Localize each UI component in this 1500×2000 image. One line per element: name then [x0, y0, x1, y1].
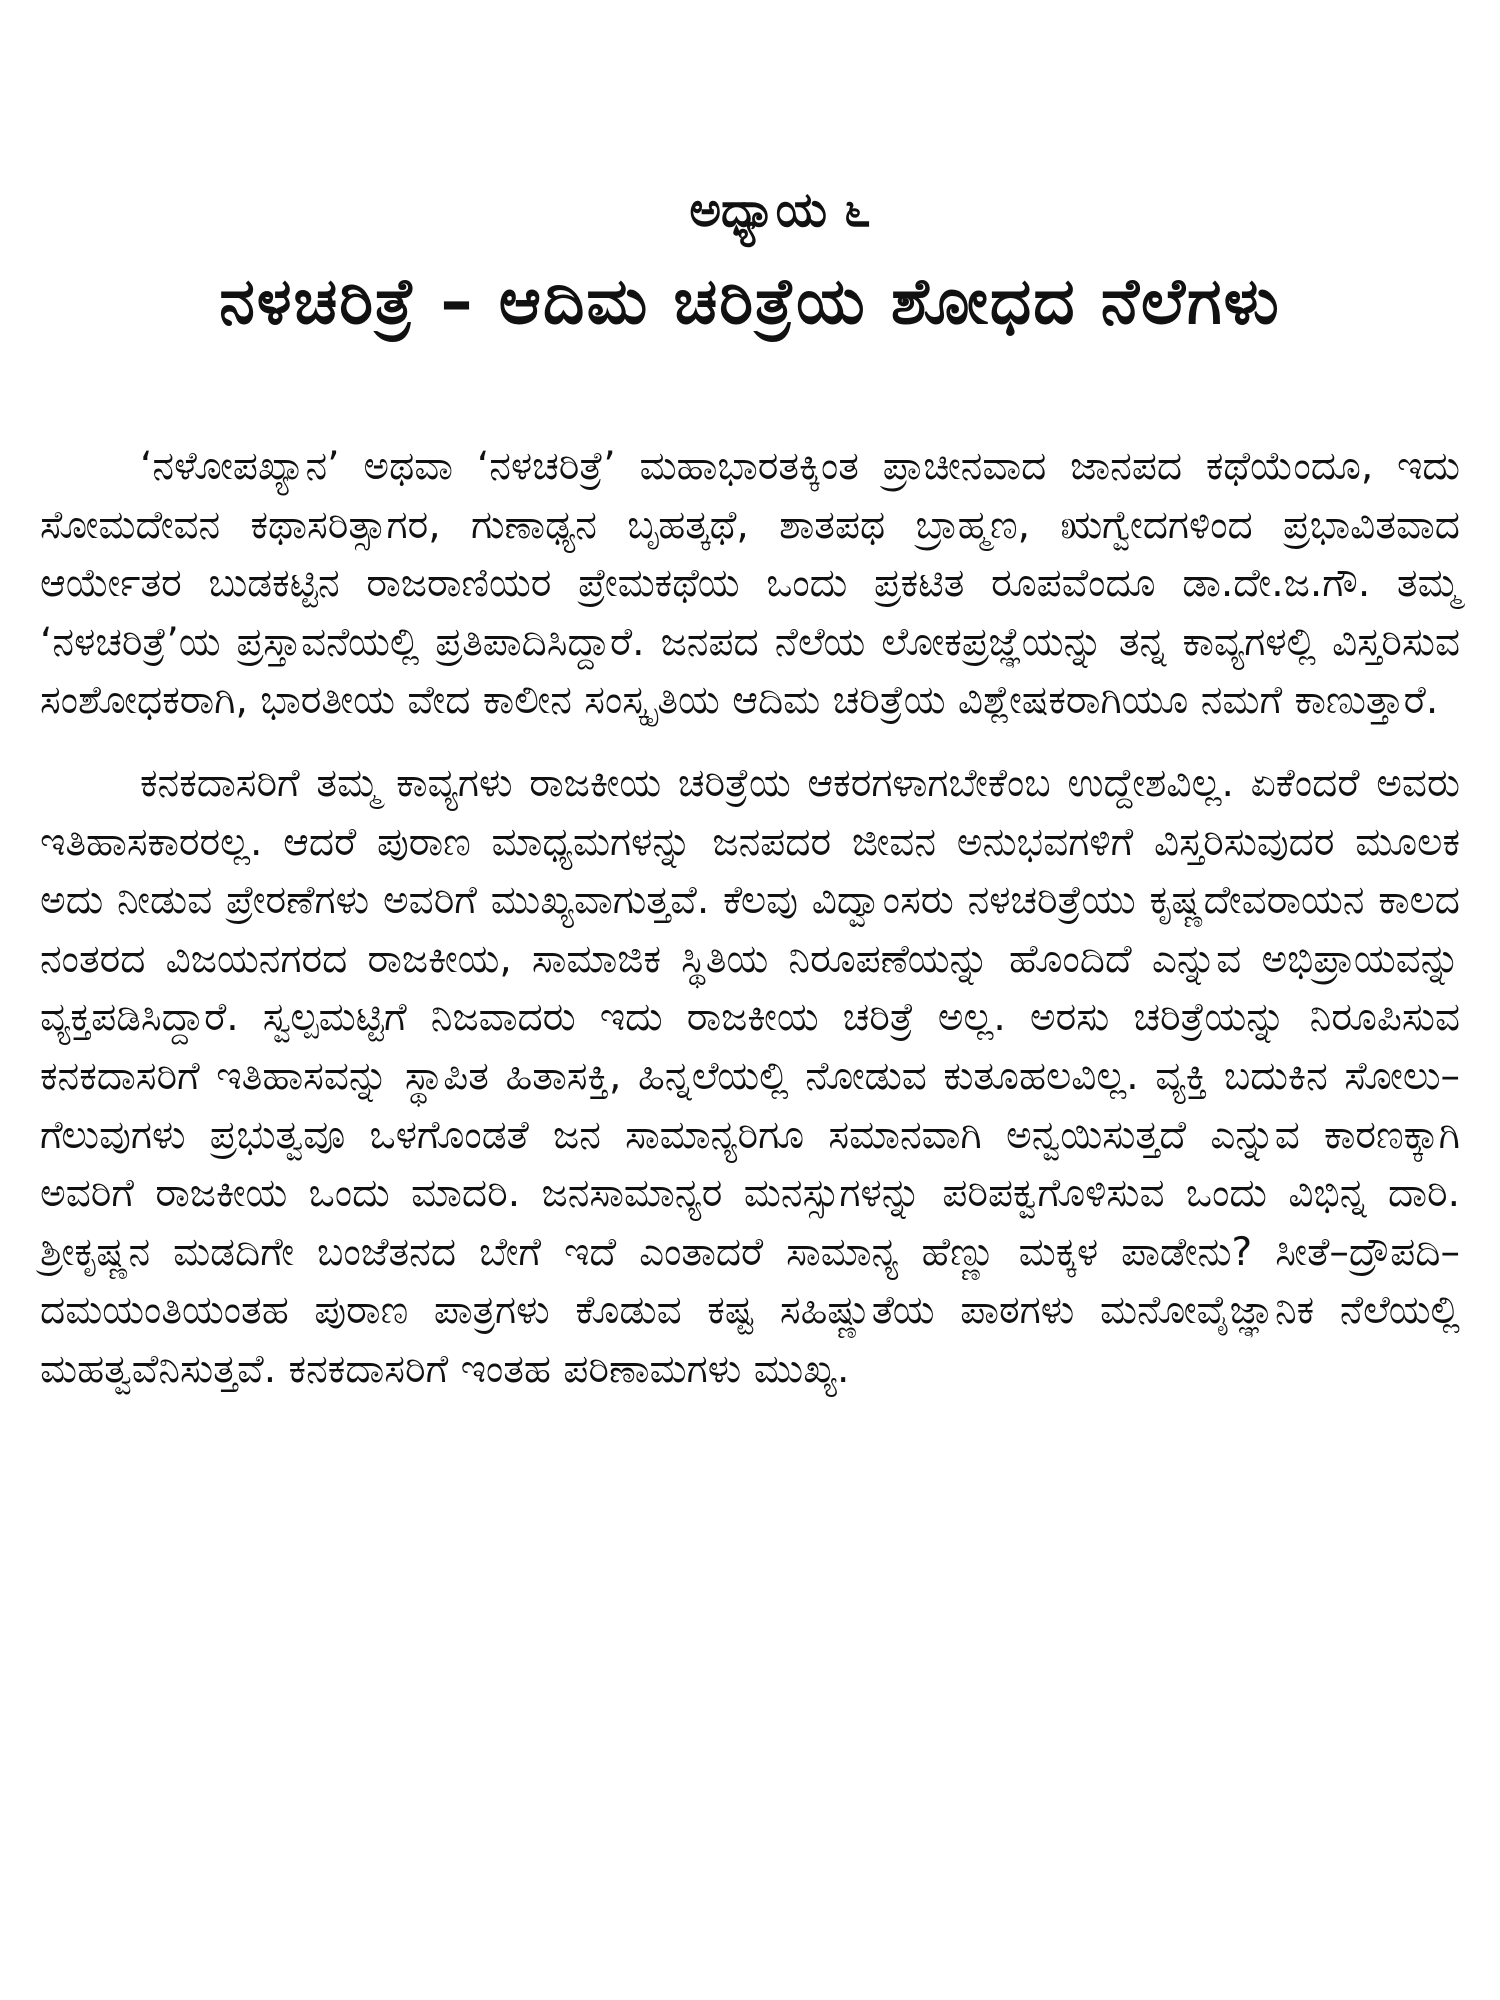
- chapter-label: ಅಧ್ಯಾಯ ೬: [689, 182, 871, 238]
- paragraph-1: ‘ನಳೋಪಖ್ಯಾನ’ ಅಥವಾ ‘ನಳಚರಿತ್ರೆ’ ಮಹಾಭಾರತಕ್ಕಿಂತ ಪ್ರಾಚೀನವಾದ ಜಾನಪದ ಕಥೆಯೆಂದೂ, ಇದು ಸೋಮದೇವನ ಕಥಾಸರಿತ್ಸಾಗರ, ಗುಣಾಢ್ಯನ ಬೃಹತ್ಕಥೆ, ಶಾತಪಥ ಬ್ರಾಹ್ಮಣ, ಋಗ್ವೇದಗಳಿಂದ ಪ್ರಭಾವಿತವಾದ ಆರ್ಯೇತರ ಬುಡಕಟ್ಟಿನ ರಾಜರಾಣಿಯರ ಪ್ರೇಮಕಥೆಯ ಒಂದು ಪ್ರಕಟಿತ ರೂಪವೆಂದೂ ಡಾ.ದೇ.ಜ.ಗೌ. ತಮ್ಮ ‘ನಳಚರಿತ್ರೆ’ಯ ಪ್ರಸ್ತಾವನೆಯಲ್ಲಿ ಪ್ರತಿಪಾದಿಸಿದ್ದಾರೆ. ಜನಪದ ನೆಲೆಯ ಲೋಕಪ್ರಜ್ಞೆಯನ್ನು ತನ್ನ ಕಾವ್ಯಗಳಲ್ಲಿ ವಿಸ್ತರಿಸುವ ಸಂಶೋಧಕರಾಗಿ, ಭಾರತೀಯ ವೇದ ಕಾಲೀನ ಸಂಸ್ಕೃತಿಯ ಆದಿಮ ಚರಿತ್ರೆಯ ವಿಶ್ಲೇಷಕರಾಗಿಯೂ ನಮಗೆ ಕಾಣುತ್ತಾರೆ.: [40, 444, 1460, 724]
- body-text: [40, 438, 1460, 1400]
- chapter-title: ನಳಚರಿತ್ರೆ – ಆದಿಮ ಚರಿತ್ರೆಯ ಶೋಧದ ನೆಲೆಗಳು: [219, 265, 1281, 339]
- paragraph-2: ಕನಕದಾಸರಿಗೆ ತಮ್ಮ ಕಾವ್ಯಗಳು ರಾಜಕೀಯ ಚರಿತ್ರೆಯ ಆಕರಗಳಾಗಬೇಕೆಂಬ ಉದ್ದೇಶವಿಲ್ಲ. ಏಕೆಂದರೆ ಅವರು ಇತಿಹಾಸಕಾರರಲ್ಲ. ಆದರೆ ಪುರಾಣ ಮಾಧ್ಯಮಗಳನ್ನು ಜನಪದರ ಜೀವನ ಅನುಭವಗಳಿಗೆ ವಿಸ್ತರಿಸುವುದರ ಮೂಲಕ ಅದು ನೀಡುವ ಪ್ರೇರಣೆಗಳು ಅವರಿಗೆ ಮುಖ್ಯವಾಗುತ್ತವೆ. ಕೆಲವು ವಿದ್ವಾಂಸರು ನಳಚರಿತ್ರೆಯು ಕೃಷ್ಣದೇವರಾಯನ ಕಾಲದ ನಂತರದ ವಿಜಯನಗರದ ರಾಜಕೀಯ, ಸಾಮಾಜಿಕ ಸ್ಥಿತಿಯ ನಿರೂಪಣೆಯನ್ನು ಹೊಂದಿದೆ ಎನ್ನುವ ಅಭಿಪ್ರಾಯವನ್ನು ವ್ಯಕ್ತಪಡಿಸಿದ್ದಾರೆ. ಸ್ವಲ್ಪಮಟ್ಟಿಗೆ ನಿಜವಾದರು ಇದು ರಾಜಕೀಯ ಚರಿತ್ರೆ ಅಲ್ಲ. ಅರಸು ಚರಿತ್ರೆಯನ್ನು ನಿರೂಪಿಸುವ ಕನಕದಾಸರಿಗೆ ಇತಿಹಾಸವನ್ನು ಸ್ಥಾಪಿತ ಹಿತಾಸಕ್ತಿ, ಹಿನ್ನಲೆಯಲ್ಲಿ ನೋಡುವ ಕುತೂಹಲವಿಲ್ಲ. ವ್ಯಕ್ತಿ ಬದುಕಿನ ಸೋಲು–ಗೆಲುವುಗಳು ಪ್ರಭುತ್ವವೂ ಒಳಗೊಂಡತೆ ಜನ ಸಾಮಾನ್ಯರಿಗೂ ಸಮಾನವಾಗಿ ಅನ್ವಯಿಸುತ್ತದೆ ಎನ್ನುವ ಕಾರಣಕ್ಕಾಗಿ ಅವರಿಗೆ ರಾಜಕೀಯ ಒಂದು ಮಾದರಿ. ಜನಸಾಮಾನ್ಯರ ಮನಸ್ಸುಗಳನ್ನು ಪರಿಪಕ್ವಗೊಳಿಸುವ ಒಂದು ವಿಭಿನ್ನ ದಾರಿ. ಶ್ರೀಕೃಷ್ಣನ ಮಡದಿಗೇ ಬಂಜೆತನದ ಬೇಗೆ ಇದೆ ಎಂತಾದರೆ ಸಾಮಾನ್ಯ ಹೆಣ್ಣು ಮಕ್ಕಳ ಪಾಡೇನು? ಸೀತೆ–ದ್ರೌಪದಿ–ದಮಯಂತಿಯಂತಹ ಪುರಾಣ ಪಾತ್ರಗಳು ಕೊಡುವ ಕಷ್ಟ ಸಹಿಷ್ಣುತೆಯ ಪಾಠಗಳು ಮನೋವೈಜ್ಞಾನಿಕ ನೆಲೆಯಲ್ಲಿ ಮಹತ್ವವೆನಿಸುತ್ತವೆ. ಕನಕದಾಸರಿಗೆ ಇಂತಹ ಪರಿಣಾಮಗಳು ಮುಖ್ಯ.: [40, 760, 1460, 1392]
